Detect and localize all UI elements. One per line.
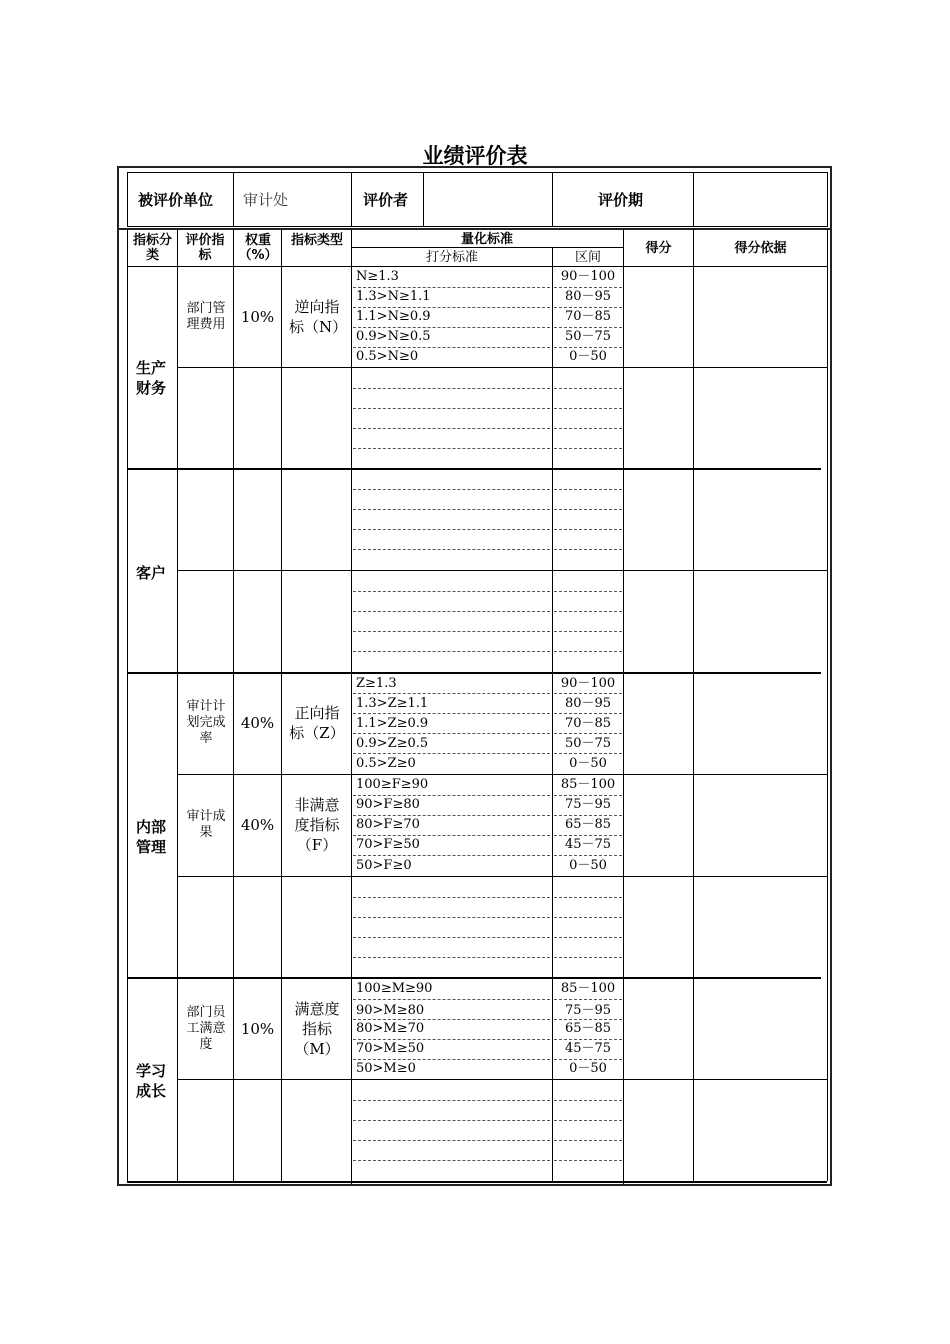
criteria-dashed-line <box>353 693 550 694</box>
criterion: 0.5>N≥0 <box>356 349 419 364</box>
range: 65－85 <box>564 1021 612 1036</box>
evaluator-label: 评价者 <box>363 191 409 209</box>
range: 0－50 <box>569 1061 607 1076</box>
indicator-weight: 40% <box>240 816 275 834</box>
criterion: N≥1.3 <box>356 269 399 284</box>
range: 75－95 <box>564 1003 612 1018</box>
indicator-name: 部门管理费用 <box>186 300 226 332</box>
criterion: 100≥F≥90 <box>356 777 429 792</box>
criterion: 1.1>Z≥0.9 <box>356 716 429 731</box>
range-dashed-line <box>554 917 622 918</box>
col-type: 指标类型 <box>290 233 343 248</box>
criteria-dashed-line <box>353 388 550 389</box>
category-finance: 生产财务 <box>135 359 166 397</box>
range-dashed-line <box>554 549 622 550</box>
range: 90－100 <box>560 269 616 284</box>
range-dashed-line <box>554 347 622 348</box>
range-dashed-line <box>554 509 622 510</box>
range: 45－75 <box>564 837 612 852</box>
criterion: 50>F≥0 <box>356 858 412 873</box>
range: 90－100 <box>560 676 616 691</box>
criteria-dashed-line <box>353 631 550 632</box>
unit-label: 被评价单位 <box>138 191 214 209</box>
category-customer: 客户 <box>135 564 166 582</box>
range: 50－75 <box>564 329 612 344</box>
criteria-dashed-line <box>353 713 550 714</box>
criterion: 0.9>Z≥0.5 <box>356 736 429 751</box>
range-dashed-line <box>554 327 622 328</box>
range-dashed-line <box>554 529 622 530</box>
indicator-name: 审计成果 <box>186 809 226 840</box>
range-dashed-line <box>554 855 622 856</box>
col-quant: 量化标准 <box>460 232 513 247</box>
criteria-dashed-line <box>353 957 550 958</box>
range-dashed-line <box>554 1039 622 1040</box>
criterion: Z≥1.3 <box>356 676 397 691</box>
range-dashed-line <box>554 448 622 449</box>
criterion: 90>F≥80 <box>356 797 420 812</box>
indicator-name: 部门员工满意度 <box>186 1004 226 1052</box>
criteria-dashed-line <box>353 651 550 652</box>
range: 75－95 <box>564 797 612 812</box>
criteria-dashed-line <box>353 835 550 836</box>
range: 70－85 <box>564 716 612 731</box>
range-dashed-line <box>554 1140 622 1141</box>
col-scoring: 打分标准 <box>425 250 478 265</box>
criterion: 70>M≥50 <box>356 1041 425 1056</box>
period-value-field[interactable] <box>694 174 826 225</box>
range: 0－50 <box>569 756 607 771</box>
criteria-dashed-line <box>353 327 550 328</box>
criterion: 100≥M≥90 <box>356 981 433 996</box>
criterion: 0.5>Z≥0 <box>356 756 416 771</box>
range-dashed-line <box>554 388 622 389</box>
range-dashed-line <box>554 1019 622 1020</box>
page-title: 业绩评价表 <box>422 144 528 168</box>
category-learning: 学习成长 <box>135 1062 166 1100</box>
criteria-dashed-line <box>353 1100 550 1101</box>
indicator-weight: 10% <box>240 307 275 326</box>
criterion: 1.1>N≥0.9 <box>356 309 431 324</box>
indicator-type: 正向指标（Z） <box>289 704 345 742</box>
col-basis: 得分依据 <box>734 241 787 256</box>
range-dashed-line <box>554 489 622 490</box>
criteria-dashed-line <box>353 408 550 409</box>
criteria-dashed-line <box>353 529 550 530</box>
evaluator-value-field[interactable] <box>424 174 551 225</box>
criteria-dashed-line <box>353 509 550 510</box>
range: 0－50 <box>569 858 607 873</box>
period-label: 评价期 <box>598 191 644 209</box>
range-dashed-line <box>554 428 622 429</box>
range-dashed-line <box>554 897 622 898</box>
criteria-dashed-line <box>353 1120 550 1121</box>
range-dashed-line <box>554 693 622 694</box>
criteria-dashed-line <box>353 287 550 288</box>
range-dashed-line <box>554 287 622 288</box>
indicator-weight: 10% <box>240 1019 275 1038</box>
range-dashed-line <box>554 631 622 632</box>
criteria-dashed-line <box>353 1059 550 1060</box>
range-dashed-line <box>554 1120 622 1121</box>
criterion: 0.9>N≥0.5 <box>356 329 431 344</box>
range-dashed-line <box>554 1160 622 1161</box>
range: 80－95 <box>564 289 612 304</box>
criteria-dashed-line <box>353 855 550 856</box>
criteria-dashed-line <box>353 489 550 490</box>
range: 85－100 <box>560 777 616 792</box>
criteria-dashed-line <box>353 917 550 918</box>
col-score: 得分 <box>645 241 672 256</box>
criterion: 80>F≥70 <box>356 817 420 832</box>
indicator-type: 满意度指标（M） <box>294 999 340 1058</box>
criteria-dashed-line <box>353 897 550 898</box>
criteria-dashed-line <box>353 347 550 348</box>
criteria-dashed-line <box>353 1039 550 1040</box>
range: 45－75 <box>564 1041 612 1056</box>
range: 70－85 <box>564 309 612 324</box>
range-dashed-line <box>554 611 622 612</box>
range-dashed-line <box>554 651 622 652</box>
criteria-dashed-line <box>353 753 550 754</box>
range-dashed-line <box>554 733 622 734</box>
range: 80－95 <box>564 696 612 711</box>
range: 0－50 <box>569 349 607 364</box>
range-dashed-line <box>554 1100 622 1101</box>
range-dashed-line <box>554 957 622 958</box>
criteria-dashed-line <box>353 591 550 592</box>
range-dashed-line <box>554 815 622 816</box>
col-category: 指标分类 <box>132 233 172 263</box>
col-range: 区间 <box>574 250 601 265</box>
range-dashed-line <box>554 835 622 836</box>
criterion: 70>F≥50 <box>356 837 420 852</box>
criteria-dashed-line <box>353 733 550 734</box>
criteria-dashed-line <box>353 1160 550 1161</box>
indicator-name: 审计计划完成率 <box>186 699 226 746</box>
category-internal: 内部管理 <box>135 818 166 856</box>
range-dashed-line <box>554 307 622 308</box>
criteria-dashed-line <box>353 1140 550 1141</box>
range-dashed-line <box>554 999 622 1000</box>
range-dashed-line <box>554 937 622 938</box>
range-dashed-line <box>554 408 622 409</box>
criteria-dashed-line <box>353 428 550 429</box>
criteria-dashed-line <box>353 1019 550 1020</box>
criteria-dashed-line <box>353 611 550 612</box>
criteria-dashed-line <box>353 815 550 816</box>
range-dashed-line <box>554 713 622 714</box>
criterion: 90>M≥80 <box>356 1003 425 1018</box>
criterion: 80>M≥70 <box>356 1021 425 1036</box>
criteria-dashed-line <box>353 307 550 308</box>
range-dashed-line <box>554 753 622 754</box>
col-weight: 权重（%） <box>238 233 278 263</box>
indicator-type: 非满意度指标（F） <box>294 796 340 854</box>
range: 65－85 <box>564 817 612 832</box>
indicator-type: 逆向指标（N） <box>289 297 348 336</box>
range: 85－100 <box>560 981 616 996</box>
criteria-dashed-line <box>353 795 550 796</box>
col-indicator: 评价指标 <box>185 233 225 263</box>
criteria-dashed-line <box>353 999 550 1000</box>
criterion: 50>M≥0 <box>356 1061 416 1076</box>
range-dashed-line <box>554 1059 622 1060</box>
criteria-dashed-line <box>353 937 550 938</box>
range-dashed-line <box>554 795 622 796</box>
unit-value: 审计处 <box>243 191 289 209</box>
criteria-dashed-line <box>353 448 550 449</box>
range-dashed-line <box>554 591 622 592</box>
range: 50－75 <box>564 736 612 751</box>
criterion: 1.3>N≥1.1 <box>356 289 431 304</box>
indicator-weight: 40% <box>240 714 275 732</box>
criteria-dashed-line <box>353 549 550 550</box>
criterion: 1.3>Z≥1.1 <box>356 696 429 711</box>
